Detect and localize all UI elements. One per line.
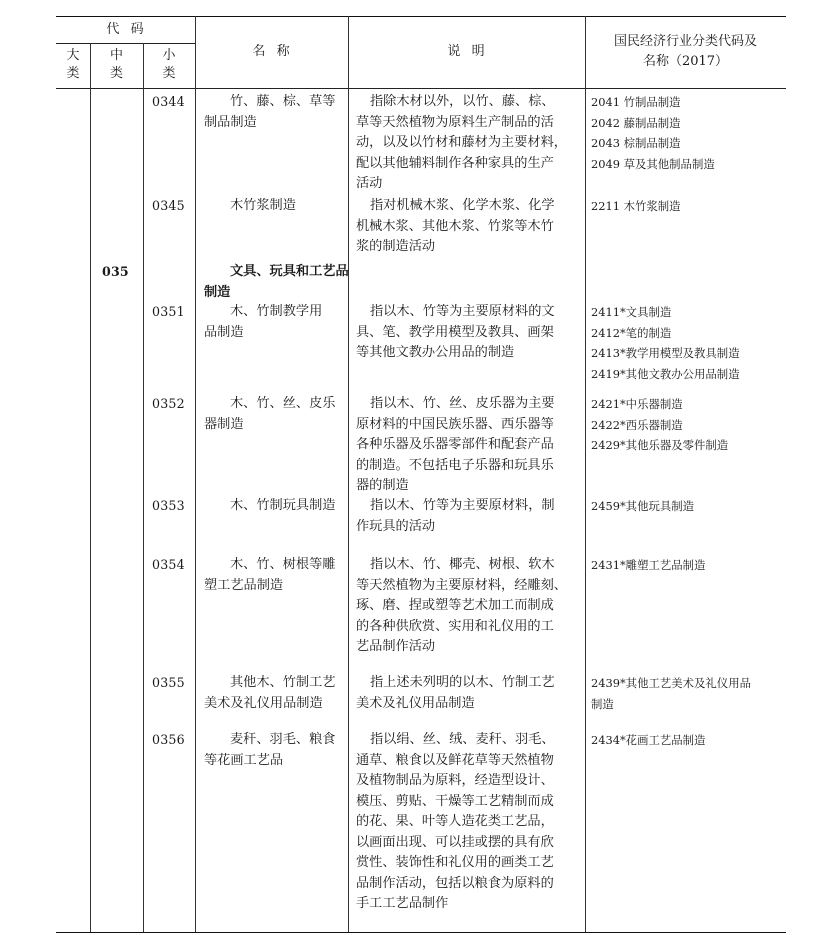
category-name: 文具、玩具和工艺品 <box>230 264 349 279</box>
col-divider-major-mid <box>90 43 91 932</box>
category-description: 通草、粮食以及鲜花草等天然植物 <box>356 752 554 768</box>
col-divider-desc-ref <box>585 16 586 932</box>
category-description: 指除木材以外，以竹、藤、棕、 <box>370 94 555 109</box>
category-description: 指对机械木浆、化学木浆、化学 <box>370 198 555 213</box>
category-description: 等其他文教办公用品的制造 <box>356 345 515 360</box>
category-description: 及植物制品为原料，经造型设计、 <box>356 773 554 788</box>
national-code-ref: 2042 藤制品制造 <box>591 115 681 130</box>
category-name: 美术及礼仪用品制造 <box>204 695 323 711</box>
category-description: 草等天然植物为原料生产制品的活 <box>356 114 554 130</box>
category-name: 等花画工艺品 <box>204 752 284 768</box>
category-name: 麦秆、羽毛、粮食 <box>230 732 336 747</box>
national-code-ref: 2434*花画工艺品制造 <box>591 733 706 747</box>
header-mid-class: 中 类 <box>109 48 123 81</box>
header-national-code: 国民经济行业分类代码及 名称（2017） <box>613 34 757 69</box>
col-divider-name-desc <box>348 16 349 932</box>
category-description: 的花、果、叶等人造花类工艺品， <box>356 814 554 829</box>
category-name: 品制造 <box>204 324 244 340</box>
category-name: 木竹浆制造 <box>230 198 296 213</box>
small-class-code: 0355 <box>152 675 185 690</box>
category-description: 的制造。不包括电子乐器和玩具乐 <box>356 457 554 473</box>
category-name: 器制造 <box>204 416 244 432</box>
national-code-ref: 2419*其他文教办公用品制造 <box>591 366 740 381</box>
table-top-rule <box>56 16 786 17</box>
category-description: 等天然植物为主要原材料，经雕刻、 <box>356 577 567 593</box>
category-description: 活动 <box>356 176 383 191</box>
small-class-code: 0353 <box>152 498 185 513</box>
category-description: 浆的制造活动 <box>356 239 436 254</box>
national-code-ref: 2459*其他玩具制造 <box>591 499 695 513</box>
category-name: 木、竹制教学用 <box>230 304 323 319</box>
category-description: 品制作活动，包括以粮食为原料的 <box>356 875 554 891</box>
national-code-ref: 2429*其他乐器及零件制造 <box>591 438 729 452</box>
national-code-ref: 2211 木竹浆制造 <box>591 199 681 213</box>
category-description: 指以木、竹等为主要原材料，制 <box>370 498 555 513</box>
mid-class-code: 035 <box>102 264 129 279</box>
category-description: 作玩具的活动 <box>356 518 436 534</box>
category-name: 塑工艺品制造 <box>204 577 284 593</box>
national-code-ref: 制造 <box>591 696 614 711</box>
category-description: 指上述未列明的以木、竹制工艺 <box>370 675 555 690</box>
small-class-code: 0352 <box>152 396 185 411</box>
small-class-code: 0354 <box>152 557 185 572</box>
national-code-ref: 2413*教学用模型及教具制造 <box>591 346 740 360</box>
category-description: 各种乐器及乐器零部件和配套产品 <box>356 437 554 452</box>
header-name: 名 称 <box>252 44 291 59</box>
category-description: 琢、磨、捏或塑等艺术加工而制成 <box>356 598 554 613</box>
small-class-code: 0344 <box>152 94 185 109</box>
category-name: 制品制造 <box>204 114 257 130</box>
small-class-code: 0356 <box>152 732 185 747</box>
national-code-ref: 2421*中乐器制造 <box>591 397 683 411</box>
category-description: 原材料的中国民族乐器、西乐器等 <box>356 416 554 432</box>
category-description: 艺品制作活动 <box>356 639 436 654</box>
header-small-class: 小 类 <box>162 48 176 81</box>
category-description: 机械木浆、其他木浆、竹浆等木竹 <box>356 218 554 234</box>
national-code-ref: 2411*文具制造 <box>591 305 672 319</box>
col-divider-mid-small <box>143 43 144 932</box>
category-description: 手工工艺品制作 <box>356 896 449 911</box>
national-code-ref: 2431*雕塑工艺品制造 <box>591 558 706 572</box>
category-description: 以画面出现、可以挂或摆的具有欣 <box>356 834 554 850</box>
category-description: 动，以及以竹材和藤材为主要材料， <box>356 135 567 150</box>
header-description: 说 明 <box>447 44 486 59</box>
national-code-ref: 2422*西乐器制造 <box>591 417 683 432</box>
category-description: 赏性、装饰性和礼仪用的画类工艺 <box>356 855 554 870</box>
national-code-ref: 2412*笔的制造 <box>591 325 672 340</box>
national-code-ref: 2043 棕制品制造 <box>591 136 681 150</box>
category-name: 其他木、竹制工艺 <box>230 675 336 690</box>
category-description: 配以其他辅料制作各种家具的生产 <box>356 155 554 171</box>
category-description: 美术及礼仪用品制造 <box>356 695 475 711</box>
category-description: 具、笔、教学用模型及教具、画架 <box>356 324 554 340</box>
national-code-ref: 2049 草及其他制品制造 <box>591 156 715 171</box>
header-bottom-rule <box>56 88 786 89</box>
category-description: 的各种供欣赏、实用和礼仪用的工 <box>356 618 554 634</box>
category-description: 模压、剪贴、干燥等工艺精制而成 <box>356 793 554 809</box>
small-class-code: 0351 <box>152 304 185 319</box>
category-name: 竹、藤、棕、草等 <box>230 94 336 109</box>
national-code-ref: 2041 竹制品制造 <box>591 95 681 109</box>
national-code-ref: 2439*其他工艺美术及礼仪用品 <box>591 676 751 690</box>
category-description: 指以木、竹等为主要原材料的文 <box>370 304 555 319</box>
category-name: 木、竹、丝、皮乐 <box>230 396 336 411</box>
small-class-code: 0345 <box>152 198 185 213</box>
category-name: 制造 <box>204 284 231 300</box>
col-divider-code-name <box>195 16 196 932</box>
header-code-group: 代 码 <box>106 22 145 37</box>
category-description: 器的制造 <box>356 478 409 493</box>
table-bottom-rule <box>56 932 786 933</box>
category-description: 指以木、竹、丝、皮乐器为主要 <box>370 396 555 411</box>
category-description: 指以木、竹、椰壳、树根、软木 <box>370 557 555 572</box>
category-name: 木、竹制玩具制造 <box>230 498 336 513</box>
category-description: 指以绢、丝、绒、麦秆、羽毛、 <box>370 732 555 747</box>
category-name: 木、竹、树根等雕 <box>230 557 336 572</box>
header-major-class: 大 类 <box>66 48 80 81</box>
code-group-underline <box>56 43 195 44</box>
